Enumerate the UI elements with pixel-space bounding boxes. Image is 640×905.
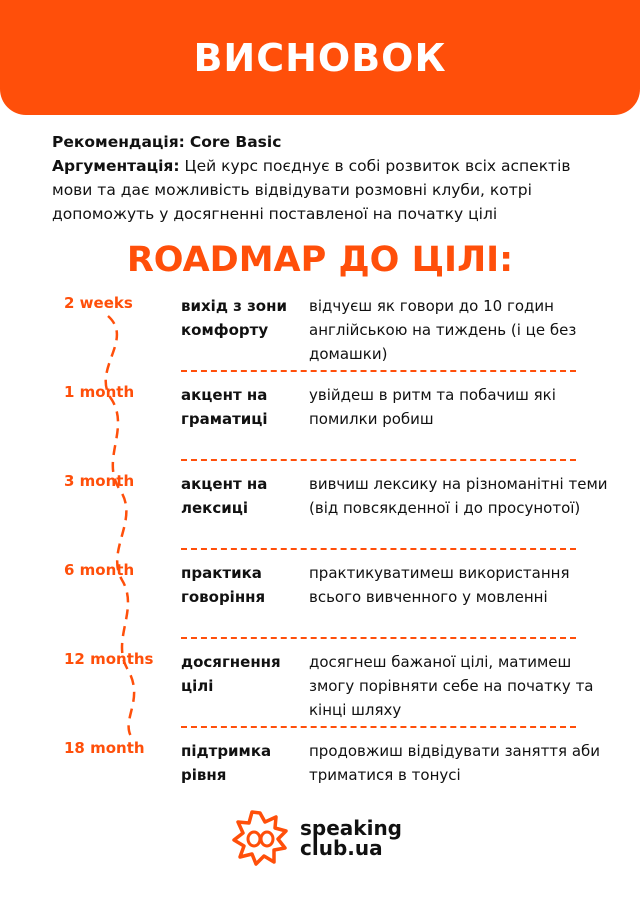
roadmap-title: ROADMAP ДО ЦІЛІ:: [126, 240, 514, 280]
step-time: 12 months: [64, 650, 154, 668]
step-topic: акцент на лексиці: [181, 475, 268, 517]
step-time: 18 month: [64, 739, 145, 757]
step-description: продовжиш відвідувати заняття аби триматися в тонусі: [309, 742, 601, 784]
logo-line1: speaking: [300, 816, 402, 840]
sun-face-logo-icon: [232, 810, 288, 866]
divider: [181, 726, 576, 728]
divider: [181, 637, 576, 639]
logo-line2: club.ua: [300, 836, 383, 860]
step-description: досягнеш бажаної цілі, матимеш змогу порівняти себе на початку та кінці шляху: [309, 653, 594, 719]
step-time: 1 month: [64, 383, 135, 401]
recommendation-label: Рекомендація:: [52, 133, 185, 151]
step-description: відчуєш як говори до 10 годин англійською на тиждень (і це без домашки): [309, 297, 577, 363]
argument-label: Аргументація:: [52, 157, 180, 175]
step-topic: акцент на граматиці: [181, 386, 268, 428]
divider: [181, 370, 576, 372]
step-topic: досягнення цілі: [181, 653, 281, 695]
divider: [181, 459, 576, 461]
step-topic: практика говоріння: [181, 564, 266, 606]
step-time: 2 weeks: [64, 294, 133, 312]
step-time: 3 month: [64, 472, 135, 490]
argument-text: Цей курс поєднує в собі розвиток всіх аспектів мови та дає можливість відвідувати розмовні клуби, котрі допоможуть у досягненні поставленої на початку цілі: [52, 157, 571, 223]
divider: [181, 548, 576, 550]
step-description: вивчиш лексику на різноманітні теми (від повсякденної і до просунотої): [309, 475, 608, 517]
step-description: увійдеш в ритм та побачиш які помилки робиш: [309, 386, 556, 428]
page-title: ВИСНОВОК: [193, 35, 447, 80]
recommendation-value: Core Basic: [189, 133, 282, 151]
step-description: практикуватимеш використання всього вивченного у мовленні: [309, 564, 570, 606]
step-topic: підтримка рівня: [181, 742, 272, 784]
step-time: 6 month: [64, 561, 135, 579]
step-topic: вихід з зони комфорту: [181, 297, 287, 339]
speakingclub-logo: [232, 810, 402, 866]
